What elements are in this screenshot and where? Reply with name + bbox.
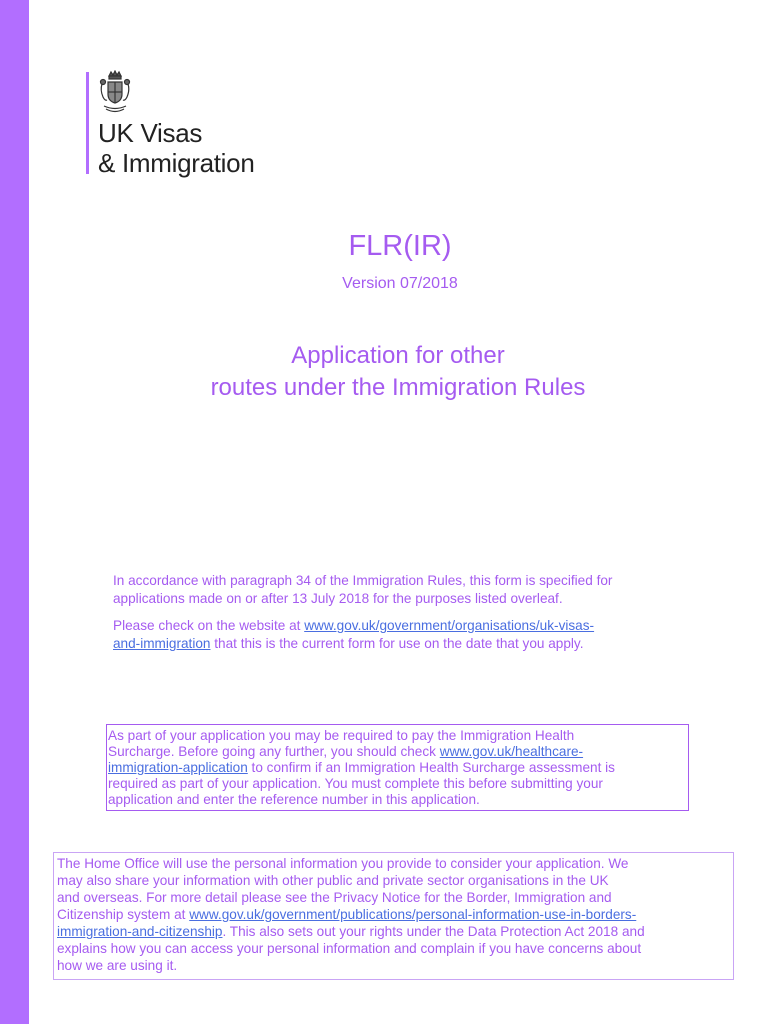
intro-paragraph-1-line2: applications made on or after 13 July 2018 for the purposes listed overleaf. — [113, 591, 563, 606]
surcharge-line3 — [108, 760, 615, 776]
ukvi-website-link[interactable]: www.gov.uk/government/organisations/uk-visas- — [304, 618, 595, 633]
brand-name-line1: UK Visas — [98, 118, 203, 148]
privacy-notice-link[interactable]: www.gov.uk/government/publications/personal-information-use-in-borders- — [189, 907, 637, 922]
surcharge-line5: application and enter the reference number in this application. — [108, 792, 480, 807]
intro-paragraph-2-text: Please check on the website at — [113, 618, 305, 633]
form-code: FLR(IR) — [348, 230, 452, 262]
privacy-line7: how we are using it. — [57, 958, 178, 973]
healthcare-immigration-link-continued[interactable]: immigration-application — [108, 760, 248, 775]
privacy-line5-text: . This also sets out your rights under the Data Protection Act 2018 and — [222, 924, 645, 939]
surcharge-line4: required as part of your application. You must complete this before submitting your — [108, 776, 603, 791]
surcharge-line3-text: to confirm if an Immigration Health Surcharge assessment is — [247, 760, 615, 775]
side-accent-bar — [0, 0, 29, 1024]
privacy-line1: The Home Office will use the personal information you provide to consider your application. We — [57, 856, 629, 871]
surcharge-line1: As part of your application you may be required to pay the Immigration Health — [108, 728, 575, 743]
privacy-line6: explains how you can access your personal information and complain if you have concerns about — [57, 941, 642, 956]
privacy-line4 — [57, 907, 636, 923]
intro-paragraph-2-line2 — [113, 635, 584, 653]
privacy-notice-link-continued[interactable]: immigration-and-citizenship — [57, 924, 223, 939]
surcharge-line2-text: Surcharge. Before going any further, you should check — [108, 744, 440, 759]
form-title-line2: routes under the Immigration Rules — [210, 374, 586, 401]
healthcare-immigration-link[interactable]: www.gov.uk/healthcare- — [439, 744, 584, 759]
form-title-line1: Application for other — [291, 342, 505, 369]
privacy-line2: may also share your information with other public and private sector organisations in the UK — [57, 873, 609, 888]
form-version: Version 07/2018 — [342, 275, 458, 292]
privacy-line4-text: Citizenship system at — [57, 907, 190, 922]
intro-paragraph-2-line1 — [113, 617, 594, 635]
brand-name-line2: & Immigration — [98, 148, 255, 178]
privacy-line5 — [57, 924, 645, 940]
logo-divider — [86, 72, 89, 174]
intro-paragraph-1-line1: In accordance with paragraph 34 of the Immigration Rules, this form is specified for — [113, 573, 613, 588]
surcharge-line2 — [108, 744, 583, 760]
privacy-line3: and overseas. For more detail please see the Privacy Notice for the Border, Immigration and — [57, 890, 612, 905]
ukvi-website-link-continued[interactable]: and-immigration — [113, 636, 211, 651]
intro-paragraph-2-suffix: that this is the current form for use on the date that you apply. — [210, 636, 584, 651]
royal-coat-of-arms-icon — [98, 70, 132, 116]
